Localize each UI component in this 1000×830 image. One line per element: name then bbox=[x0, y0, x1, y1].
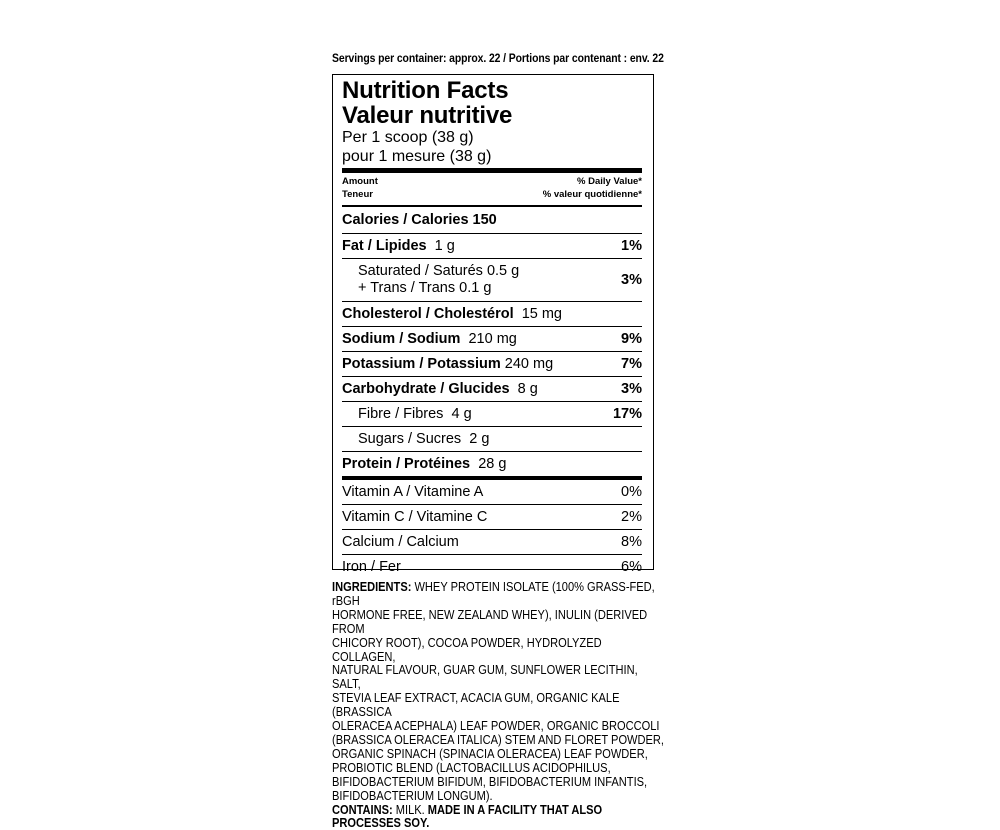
nutrition-facts-panel bbox=[332, 74, 654, 570]
potassium-name: Potassium / Potassium bbox=[342, 356, 501, 372]
iron-name: Iron / Fer bbox=[342, 559, 401, 575]
protein-amount: 28 g bbox=[478, 456, 506, 472]
cholesterol-name: Cholesterol / Cholestérol bbox=[342, 306, 514, 322]
vitamin-row bbox=[342, 505, 642, 530]
sugars-amount: 2 g bbox=[469, 431, 489, 447]
sugars-row bbox=[342, 427, 642, 452]
trans-text: + Trans / Trans 0.1 g bbox=[358, 280, 519, 297]
fibre-amount: 4 g bbox=[451, 406, 471, 422]
fibre-pct: 17% bbox=[613, 406, 642, 422]
cholesterol-row bbox=[342, 302, 642, 327]
daily-value-label-fr: % valeur quotidienne* bbox=[543, 188, 642, 201]
fibre-name: Fibre / Fibres bbox=[358, 406, 443, 422]
fat-amount: 1 g bbox=[435, 238, 455, 254]
vitamin-row bbox=[342, 530, 642, 555]
serving-size-en: Per 1 scoop (38 g) bbox=[342, 128, 642, 147]
facility-statement: MADE IN A FACILITY THAT ALSO PROCESSES SOY. bbox=[332, 802, 602, 830]
contains-text: MILK. bbox=[393, 802, 425, 817]
potassium-row bbox=[342, 352, 642, 377]
serving-size-fr: pour 1 mesure (38 g) bbox=[342, 147, 642, 166]
fibre-row bbox=[342, 402, 642, 427]
calories-text: Calories / Calories 150 bbox=[342, 212, 497, 228]
carbohydrate-amount: 8 g bbox=[518, 381, 538, 397]
daily-value-label-en: % Daily Value* bbox=[543, 175, 642, 188]
amount-label-fr: Teneur bbox=[342, 188, 378, 201]
potassium-pct: 7% bbox=[621, 356, 642, 372]
sodium-pct: 9% bbox=[621, 331, 642, 347]
vitamin-a-name: Vitamin A / Vitamine A bbox=[342, 484, 483, 500]
contains-label: CONTAINS: bbox=[332, 802, 393, 817]
carbohydrate-row bbox=[342, 377, 642, 402]
amount-label-en: Amount bbox=[342, 175, 378, 188]
vitamin-row bbox=[342, 555, 642, 579]
ingredients-label: INGREDIENTS: bbox=[332, 579, 411, 594]
sodium-amount: 210 mg bbox=[468, 331, 516, 347]
calcium-pct: 8% bbox=[621, 534, 642, 550]
saturated-trans-row bbox=[342, 259, 642, 302]
calcium-name: Calcium / Calcium bbox=[342, 534, 459, 550]
vitamin-c-name: Vitamin C / Vitamine C bbox=[342, 509, 487, 525]
vitamin-c-pct: 2% bbox=[621, 509, 642, 525]
fat-name: Fat / Lipides bbox=[342, 238, 427, 254]
carbohydrate-name: Carbohydrate / Glucides bbox=[342, 381, 510, 397]
fat-row bbox=[342, 234, 642, 259]
sugars-name: Sugars / Sucres bbox=[358, 431, 461, 447]
potassium-amount: 240 mg bbox=[505, 356, 553, 372]
fat-pct: 1% bbox=[621, 238, 642, 254]
vitamin-row bbox=[342, 480, 642, 505]
ingredients-text: WHEY PROTEIN ISOLATE (100% GRASS-FED, rBGH HORMONE FREE, NEW ZEALAND WHEY), INULIN (DERIVED FROM CHICORY ROOT), COCOA POWDER, HYDROLYZED COLLAGEN, NATURAL FLAVOUR, GUAR GUM, SUNFLOWER LECITHIN, SALT, STEVIA LEAF EXTRACT, ACACIA GUM, ORGANIC KALE (BRASSICA OLERACEA ACEPHALA) LEAF POWDER, ORGANIC BROCCOLI (BRASSICA OLERACEA ITALICA) STEM AND FLORET POWDER, ORGANIC SPINACH (SPINACIA OLERACEA) LEAF POWDER, PROBIOTIC BLEND (LACTOBACILLUS ACIDOPHILUS, BIFIDOBACTERIUM BIFIDUM, BIFIDOBACTERIUM INFANTIS, BIFIDOBACTERIUM LONGUM). bbox=[332, 579, 664, 803]
calories-row bbox=[342, 207, 642, 234]
cholesterol-amount: 15 mg bbox=[522, 306, 562, 322]
iron-pct: 6% bbox=[621, 559, 642, 575]
ingredients-statement bbox=[332, 580, 668, 830]
title-en: Nutrition Facts bbox=[342, 78, 642, 103]
saturated-trans-pct: 3% bbox=[621, 272, 642, 288]
vitamin-a-pct: 0% bbox=[621, 484, 642, 500]
title-fr: Valeur nutritive bbox=[342, 103, 642, 128]
sodium-name: Sodium / Sodium bbox=[342, 331, 460, 347]
servings-per-container: Servings per container: approx. 22 / Portions par contenant : env. 22 bbox=[332, 51, 664, 65]
sodium-row bbox=[342, 327, 642, 352]
carbohydrate-pct: 3% bbox=[621, 381, 642, 397]
protein-row bbox=[342, 452, 642, 476]
protein-name: Protein / Protéines bbox=[342, 456, 470, 472]
saturated-text: Saturated / Saturés 0.5 g bbox=[358, 263, 519, 280]
column-header bbox=[342, 173, 642, 201]
